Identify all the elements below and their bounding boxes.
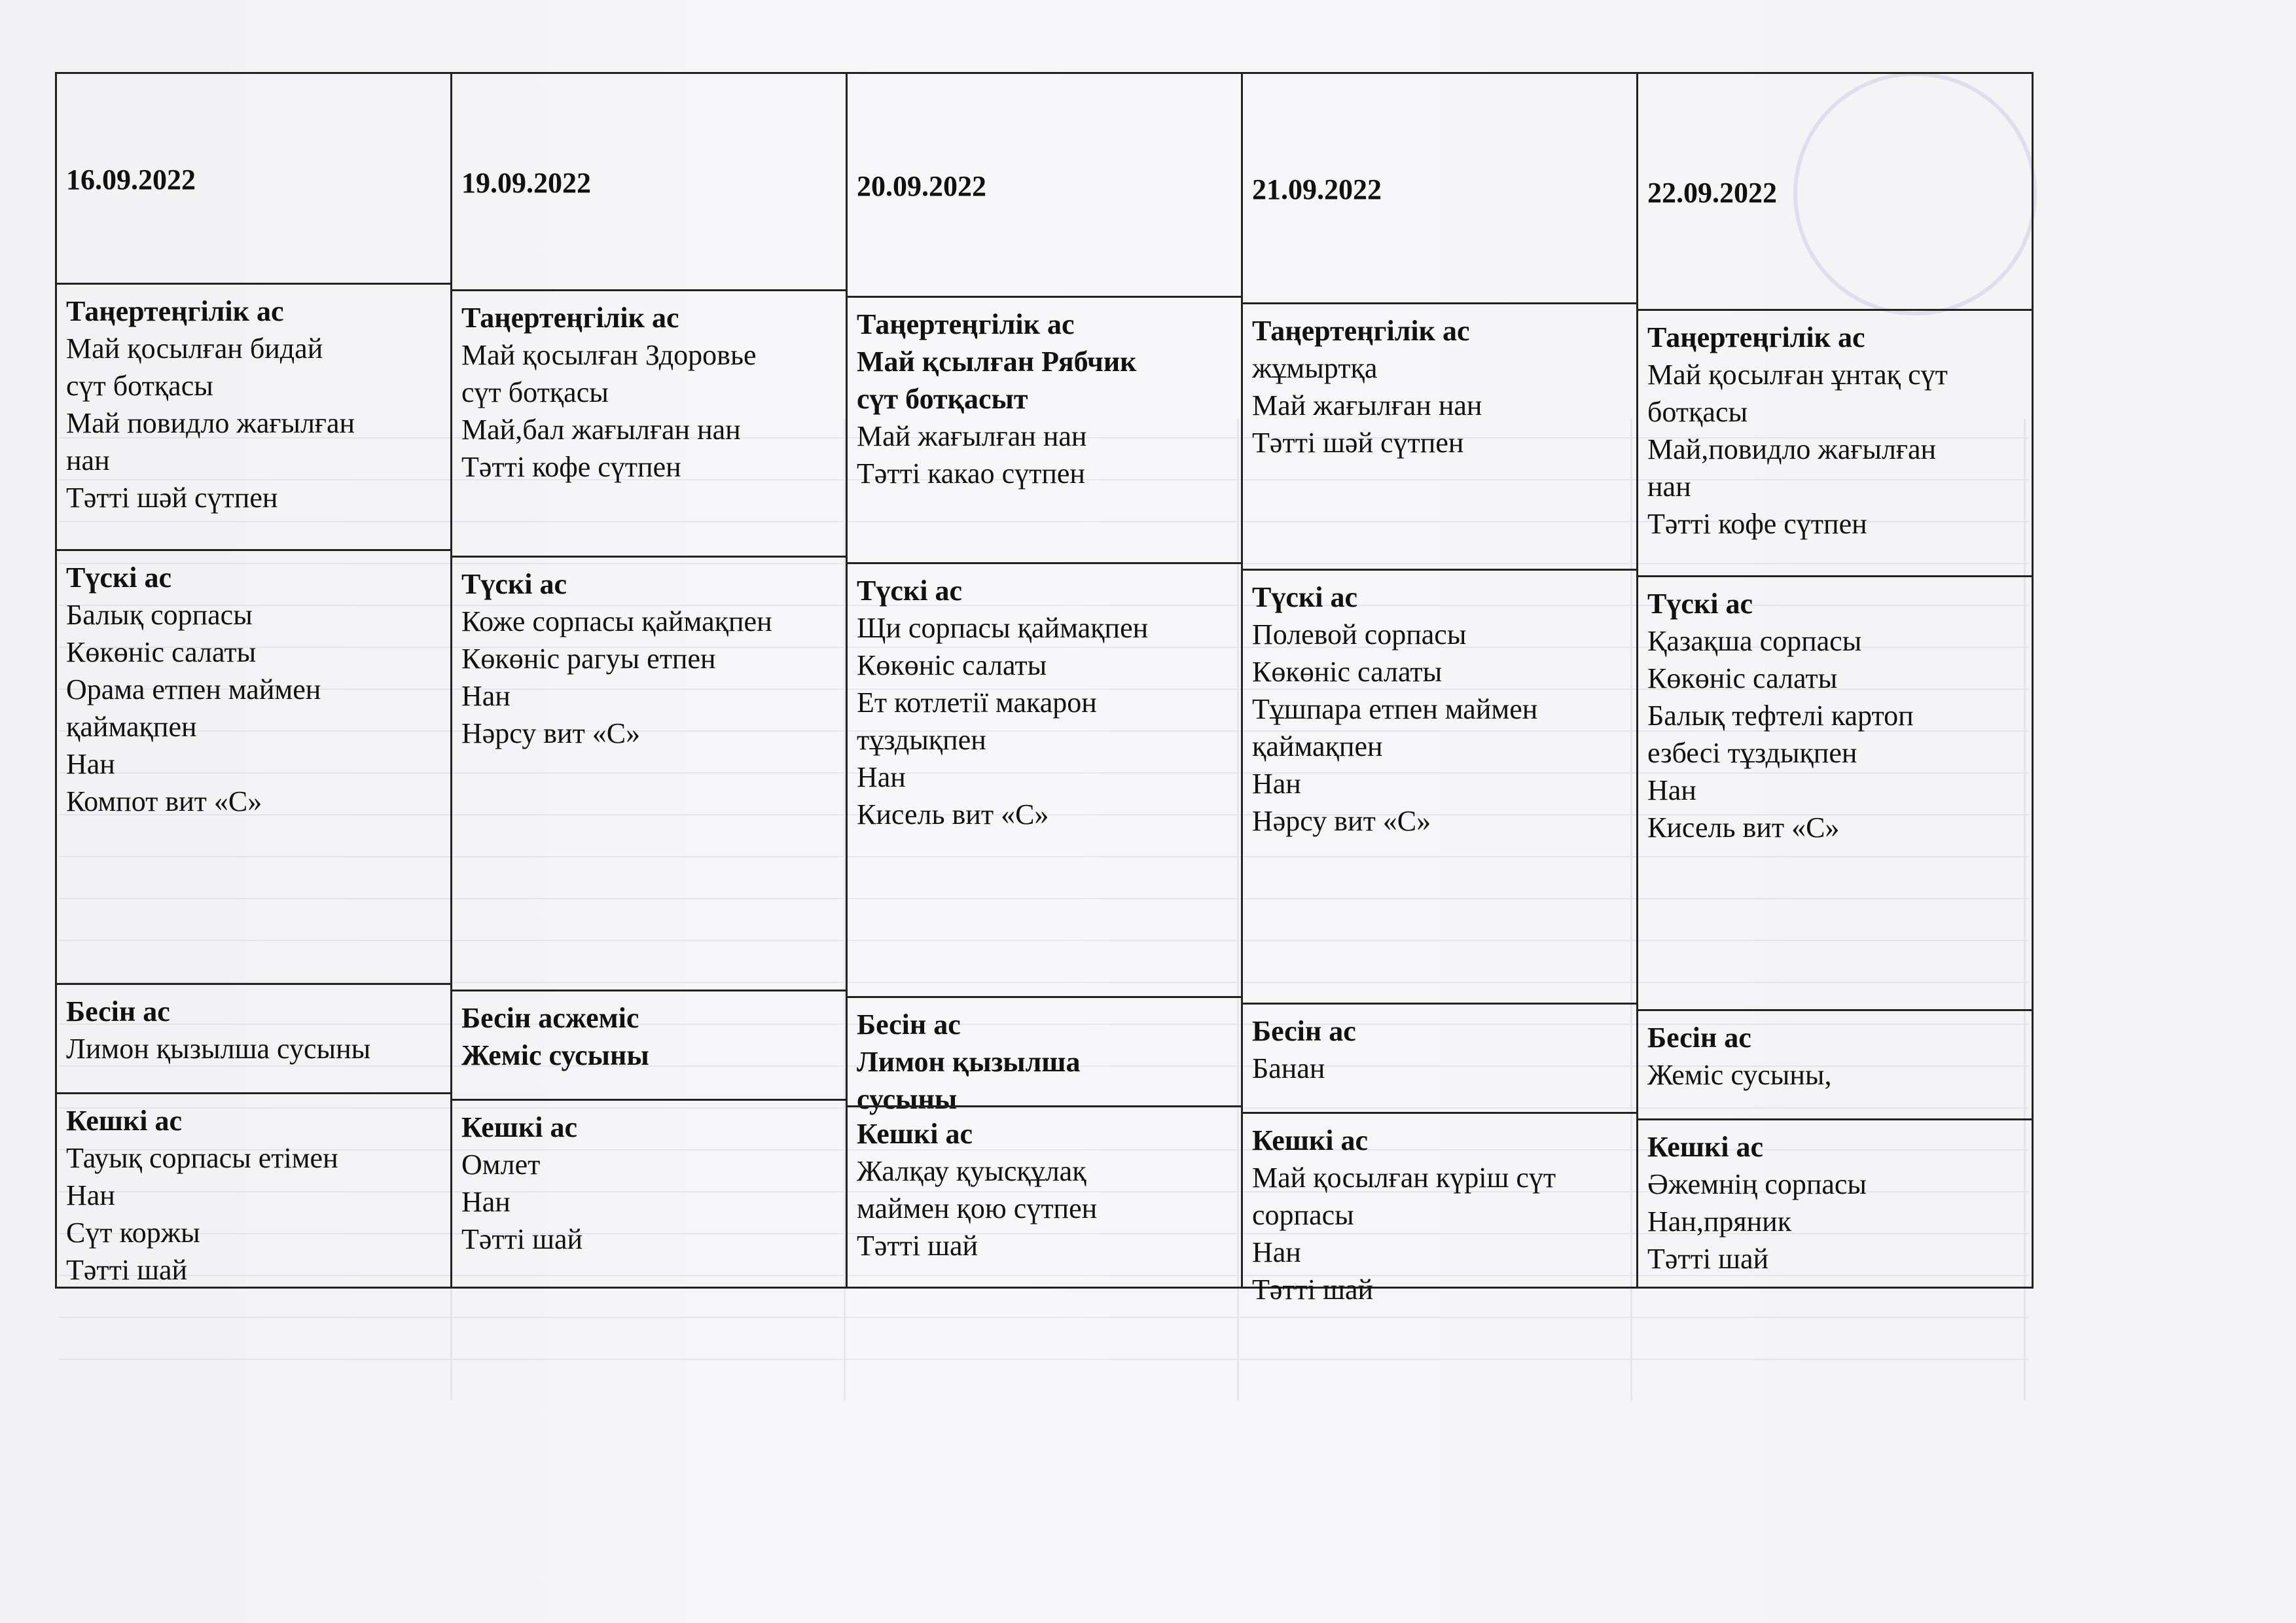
meal-item: Тәтті шай [66, 1254, 188, 1286]
meal-item: Банан [1252, 1052, 1325, 1084]
snack-cell [1241, 1003, 1638, 1114]
meal-item: сүт ботқасы [461, 376, 609, 408]
meal-item: Кисель вит «С» [857, 798, 1049, 830]
meal-item: Балық сорпасы [66, 599, 253, 631]
dinner-cell [55, 1092, 452, 1289]
meal-title: Бесін ас [66, 995, 170, 1027]
meal-item: Нан [461, 1186, 511, 1218]
meal-item: Тауық сорпасы етімен [66, 1142, 338, 1174]
meal-item: Көкөніс салаты [1252, 656, 1443, 688]
dinner-cell [1636, 1118, 2034, 1289]
meal-item: Тұшпара етпен маймен [1252, 693, 1538, 725]
meal-title: Кешкі ас [1647, 1131, 1764, 1163]
meal-item: Тәтті кофе сүтпен [461, 451, 681, 483]
meal-item: Нан [857, 761, 906, 793]
date-label: 19.09.2022 [461, 167, 591, 199]
meal-title: Бесін ас [1647, 1022, 1751, 1054]
meal-item: Көкөніс рагуы етпен [461, 643, 716, 675]
date-cell [450, 72, 848, 291]
meal-item: Щи сорпасы қаймақпен [857, 612, 1149, 644]
meal-item: Тәтті шәй сүтпен [1252, 427, 1464, 459]
meal-item: Жеміс сусыны [461, 1039, 649, 1071]
meal-item: нан [1647, 471, 1691, 503]
dinner-cell [1241, 1112, 1638, 1306]
meal-item: Кисель вит «С» [1647, 812, 1840, 844]
meal-item: Май қсылған Рябчик [857, 346, 1137, 378]
meal-item: жұмыртқа [1252, 352, 1378, 384]
meal-item: езбесі тұздықпен [1647, 737, 1857, 769]
meal-item: Әжемнің сорпасы [1647, 1168, 1867, 1200]
meal-item: Нәрсу вит «С» [1252, 805, 1431, 837]
meal-title: Бесін асжеміс [461, 1002, 639, 1034]
date-cell [846, 72, 1243, 298]
meal-title: Таңертеңгілік ас [1647, 321, 1865, 353]
meal-title: Кешкі ас [461, 1111, 578, 1143]
meal-title: Кешкі ас [857, 1118, 973, 1150]
meal-item: Лимон қызылша сусыны [66, 1033, 371, 1065]
breakfast-cell [1636, 309, 2034, 577]
meal-title: Таңертеңгілік ас [461, 302, 679, 334]
meal-item: тұздықпен [857, 724, 986, 756]
meal-title: Кешкі ас [66, 1105, 183, 1137]
meal-title: Түскі ас [1252, 581, 1357, 613]
meal-item: Орама етпен маймен [66, 673, 321, 705]
meal-item: Ет котлетії макарон [857, 687, 1097, 719]
meal-item: Май повидло жағылған [66, 407, 355, 439]
meal-item: Көкөніс салаты [857, 649, 1047, 681]
date-cell [1241, 72, 1638, 304]
meal-title: Түскі ас [1647, 588, 1753, 620]
meal-item: Нәрсу вит «С» [461, 717, 641, 749]
meal-title: Түскі ас [461, 568, 567, 600]
meal-item: Жеміс сусыны, [1647, 1059, 1832, 1091]
meal-item: Полевой сорпасы [1252, 618, 1467, 651]
snack-cell [450, 990, 848, 1101]
meal-item: Тәтті шай [461, 1223, 583, 1255]
day-column-5 [1636, 72, 2034, 1289]
meal-item: қаймақпен [1252, 730, 1383, 762]
meal-item: Компот вит «С» [66, 785, 262, 817]
breakfast-cell [55, 283, 452, 551]
meal-item: Май жағылған нан [1252, 389, 1482, 421]
menu-table [55, 72, 2041, 1306]
lunch-cell [1636, 575, 2034, 1011]
meal-item: Нан,пряник [1647, 1205, 1792, 1238]
lunch-cell [450, 556, 848, 991]
meal-item: Тәтті кофе сүтпен [1647, 508, 1867, 540]
meal-title: Кешкі ас [1252, 1124, 1369, 1156]
lunch-cell [1241, 569, 1638, 1005]
lunch-cell [55, 549, 452, 985]
day-column-4 [1241, 72, 1638, 1306]
day-column-2 [450, 72, 848, 1289]
meal-item: Май қосылған бидай [66, 332, 323, 365]
meal-item: нан [66, 444, 110, 476]
meal-item: Омлет [461, 1149, 541, 1181]
meal-item: Май қосылған күріш сүт [1252, 1162, 1556, 1194]
meal-item: сүт ботқасыт [857, 383, 1028, 415]
meal-item: Нан [1252, 1236, 1301, 1268]
snack-cell [846, 996, 1243, 1115]
snack-cell [1636, 1009, 2034, 1120]
breakfast-cell [846, 296, 1243, 564]
meal-item: Тәтті шай [1647, 1243, 1769, 1275]
meal-item: сусыны [857, 1083, 958, 1115]
meal-item: қаймақпен [66, 711, 197, 743]
meal-item: Нан [66, 1179, 115, 1211]
day-column-3 [846, 72, 1243, 1289]
meal-item: сорпасы [1252, 1199, 1354, 1231]
meal-title: Бесін ас [1252, 1015, 1356, 1047]
meal-item: маймен қою сүтпен [857, 1192, 1098, 1224]
meal-title: Таңертеңгілік ас [66, 295, 284, 327]
meal-item: Май жағылған нан [857, 420, 1087, 452]
date-label: 20.09.2022 [857, 170, 986, 202]
dinner-cell [450, 1099, 848, 1289]
meal-item: Тәтті какао сүтпен [857, 457, 1085, 490]
meal-item: Май,бал жағылған нан [461, 414, 741, 446]
breakfast-cell [1241, 302, 1638, 571]
date-cell [1636, 72, 2034, 311]
dinner-cell [846, 1105, 1243, 1289]
meal-item: Коже сорпасы қаймақпен [461, 605, 772, 637]
meal-item: Тәтті шәй сүтпен [66, 482, 278, 514]
date-cell [55, 72, 452, 285]
meal-title: Түскі ас [857, 575, 962, 607]
meal-item: Нан [1647, 774, 1696, 806]
breakfast-cell [450, 289, 848, 558]
meal-title: Түскі ас [66, 562, 171, 594]
meal-item: Нан [1252, 768, 1301, 800]
meal-item: Нан [461, 680, 511, 712]
meal-item: Сүт коржы [66, 1217, 200, 1249]
meal-item: Жалқау қуысқұлақ [857, 1155, 1086, 1187]
meal-item: Май қосылған Здоровье [461, 339, 757, 371]
meal-item: сүт ботқасы [66, 370, 213, 402]
meal-item: Көкөніс салаты [1647, 662, 1838, 694]
meal-item: Май қосылған ұнтақ сүт [1647, 359, 1948, 391]
meal-item: Тәтті шай [857, 1230, 978, 1262]
date-label: 21.09.2022 [1252, 173, 1382, 205]
meal-title: Бесін ас [857, 1008, 961, 1041]
meal-item: Нан [66, 748, 115, 780]
date-label: 16.09.2022 [66, 164, 196, 196]
day-column-1 [55, 72, 452, 1289]
meal-title: Таңертеңгілік ас [1252, 315, 1470, 347]
meal-item: Лимон қызылша [857, 1046, 1081, 1078]
meal-title: Таңертеңгілік ас [857, 308, 1075, 340]
meal-item: Қазақша сорпасы [1647, 625, 1862, 657]
lunch-cell [846, 562, 1243, 998]
date-label: 22.09.2022 [1647, 177, 1777, 209]
meal-item: Май,повидло жағылған [1647, 433, 1937, 465]
meal-item: Көкөніс салаты [66, 636, 257, 668]
meal-item: Тәтті шай [1252, 1274, 1374, 1306]
snack-cell [55, 983, 452, 1094]
meal-item: Балық тефтелі картоп [1647, 700, 1914, 732]
meal-item: ботқасы [1647, 396, 1748, 428]
